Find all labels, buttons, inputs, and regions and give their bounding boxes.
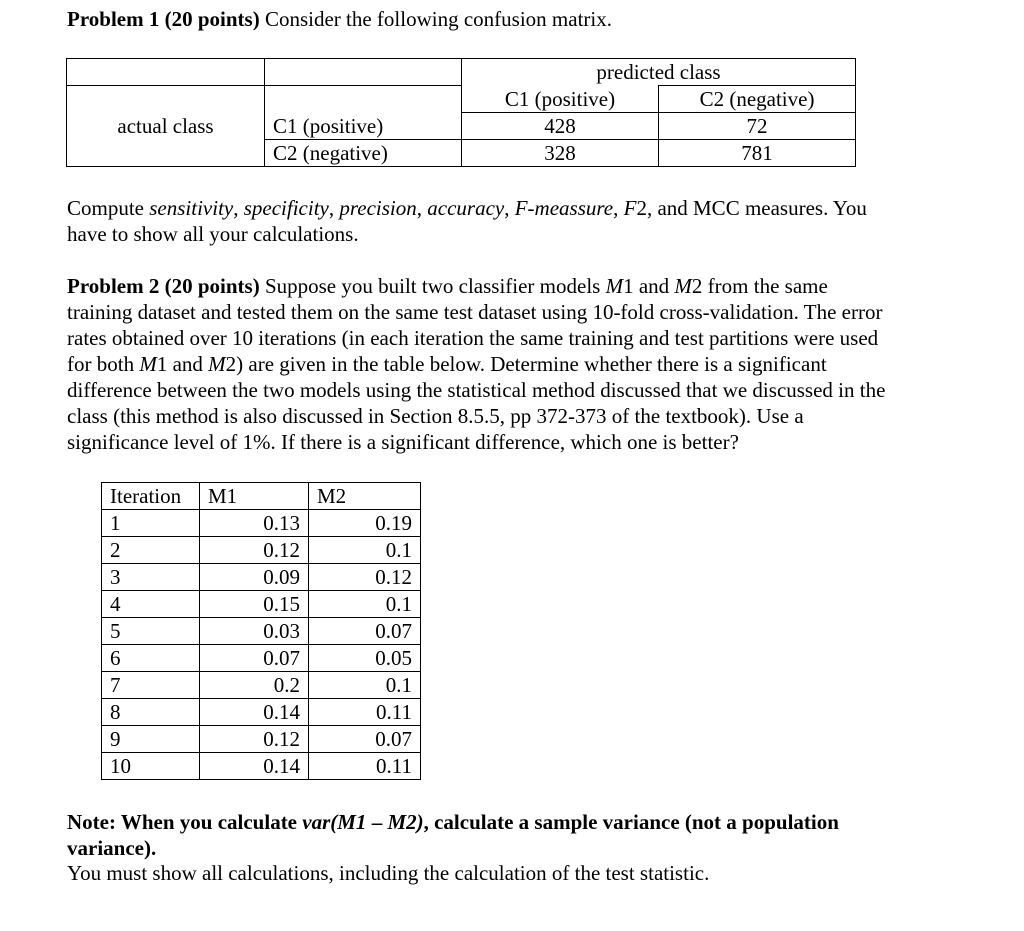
- p2-text: for both: [67, 352, 140, 376]
- matrix-blank-cell: [265, 59, 462, 86]
- matrix-blank-cell-2: [265, 86, 462, 113]
- p2-text: 2) are given in the table below. Determine whether there is a significant: [225, 352, 827, 376]
- m2-cell: 0.07: [309, 618, 421, 645]
- error-table-header-row: [102, 483, 421, 510]
- col-header-positive: C1 (positive): [462, 86, 659, 113]
- final-instruction: You must show all calculations, including the calculation of the test statistic.: [67, 861, 710, 885]
- note-var: var(M1: [302, 810, 367, 834]
- p2-m: M: [674, 274, 692, 298]
- m2-cell: 0.11: [309, 699, 421, 726]
- p2-m: M: [139, 352, 157, 376]
- cell-fp: 328: [462, 140, 659, 167]
- problem2-line6: class (this method is also discussed in Section 8.5.5, pp 372-373 of the textbook). Use a: [67, 404, 804, 428]
- p2-m: M: [605, 274, 624, 298]
- note-paragraph: [67, 809, 967, 861]
- note-line1: [67, 809, 967, 835]
- matrix-header-row-1: [67, 59, 856, 86]
- p2-text: 1 and: [623, 274, 675, 298]
- iteration-cell: 1: [102, 510, 200, 537]
- row-label-positive: C1 (positive): [265, 113, 462, 140]
- table-row: [102, 564, 421, 591]
- table-row: [102, 618, 421, 645]
- iteration-cell: 5: [102, 618, 200, 645]
- m1-cell: 0.2: [200, 672, 309, 699]
- problem2-line2: training dataset and tested them on the same test dataset using 10-fold cross-validation. The error: [67, 300, 883, 324]
- p2-text: Suppose you built two classifier models: [259, 274, 606, 298]
- instr-specificity: specificity: [243, 196, 329, 220]
- col-header-negative: C2 (negative): [659, 86, 856, 113]
- p2-m: M: [208, 352, 226, 376]
- iteration-cell: 9: [102, 726, 200, 753]
- m1-cell: 0.14: [200, 699, 309, 726]
- m2-cell: 0.1: [309, 591, 421, 618]
- m2-cell: 0.05: [309, 645, 421, 672]
- problem2-line3: rates obtained over 10 iterations (in each iteration the same training and test partitions were used: [67, 326, 879, 350]
- m1-cell: 0.12: [200, 537, 309, 564]
- p2-text: 1 and: [156, 352, 209, 376]
- p2-text: 2 from the same: [691, 274, 828, 298]
- table-row: [102, 537, 421, 564]
- problem1-instr-line1: [67, 195, 967, 221]
- problem2-paragraph: [67, 273, 967, 455]
- instr-fmeasure: F-meassure: [514, 196, 614, 220]
- m2-cell: 0.12: [309, 564, 421, 591]
- problem1-heading: [67, 6, 612, 32]
- predicted-class-label: predicted class: [462, 59, 856, 86]
- m1-cell: 0.14: [200, 753, 309, 780]
- instr-accuracy: accuracy: [427, 196, 505, 220]
- note-text: Note: When you calculate: [67, 810, 303, 834]
- actual-class-label: actual class: [67, 86, 265, 167]
- problem1-instructions: [67, 195, 967, 247]
- cell-tp: 428: [462, 113, 659, 140]
- iteration-cell: 8: [102, 699, 200, 726]
- m2-cell: 0.11: [309, 753, 421, 780]
- problem1-heading-text: Consider the following confusion matrix.: [259, 7, 612, 31]
- table-row: [102, 645, 421, 672]
- table-row: [102, 591, 421, 618]
- instr-text: Compute: [67, 196, 150, 220]
- problem2-line7: significance level of 1%. If there is a significant difference, which one is better?: [67, 430, 739, 454]
- iteration-cell: 3: [102, 564, 200, 591]
- problem1-instr-line2: have to show all your calculations.: [67, 222, 359, 246]
- instr-sensitivity: sensitivity: [149, 196, 234, 220]
- m1-cell: 0.09: [200, 564, 309, 591]
- row-label-negative: C2 (negative): [265, 140, 462, 167]
- problem2-line1: [67, 273, 967, 299]
- table-row: [102, 753, 421, 780]
- table-row: [102, 672, 421, 699]
- instr-f2: F: [623, 196, 637, 220]
- m2-cell: 0.19: [309, 510, 421, 537]
- header-m1: M1: [200, 483, 309, 510]
- instr-text: ,: [328, 196, 340, 220]
- m1-cell: 0.15: [200, 591, 309, 618]
- instr-precision: precision: [339, 196, 417, 220]
- instr-text: 2, and MCC measures. You: [636, 196, 867, 220]
- iteration-cell: 7: [102, 672, 200, 699]
- header-m2: M2: [309, 483, 421, 510]
- error-rates-table: [101, 482, 421, 780]
- m1-cell: 0.07: [200, 645, 309, 672]
- note-line2: variance).: [67, 836, 157, 860]
- m2-cell: 0.07: [309, 726, 421, 753]
- table-row: [102, 699, 421, 726]
- matrix-header-row-2: [67, 86, 856, 113]
- m1-cell: 0.12: [200, 726, 309, 753]
- problem2-line4: [67, 351, 967, 377]
- iteration-cell: 10: [102, 753, 200, 780]
- m2-cell: 0.1: [309, 672, 421, 699]
- instr-text: ,: [416, 196, 428, 220]
- m2-cell: 0.1: [309, 537, 421, 564]
- table-row: [102, 726, 421, 753]
- problem2-title: Problem 2 (20 points): [67, 274, 260, 298]
- m1-cell: 0.13: [200, 510, 309, 537]
- cell-tn: 781: [659, 140, 856, 167]
- iteration-cell: 6: [102, 645, 200, 672]
- note-text: , calculate a sample variance (not a population: [423, 810, 839, 834]
- confusion-matrix-table: [66, 58, 856, 167]
- matrix-corner-cell: [67, 59, 265, 86]
- header-iteration: Iteration: [102, 483, 200, 510]
- m1-cell: 0.03: [200, 618, 309, 645]
- note-m2: M2): [387, 810, 424, 834]
- table-row: [102, 510, 421, 537]
- cell-fn: 72: [659, 113, 856, 140]
- instr-text: ,: [613, 196, 624, 220]
- iteration-cell: 2: [102, 537, 200, 564]
- instr-text: ,: [233, 196, 244, 220]
- note-dash: –: [366, 810, 388, 834]
- instr-text: ,: [504, 196, 515, 220]
- problem2-line5: difference between the two models using the statistical method discussed that we discussed in the: [67, 378, 886, 402]
- problem1-title: Problem 1 (20 points): [67, 7, 260, 31]
- iteration-cell: 4: [102, 591, 200, 618]
